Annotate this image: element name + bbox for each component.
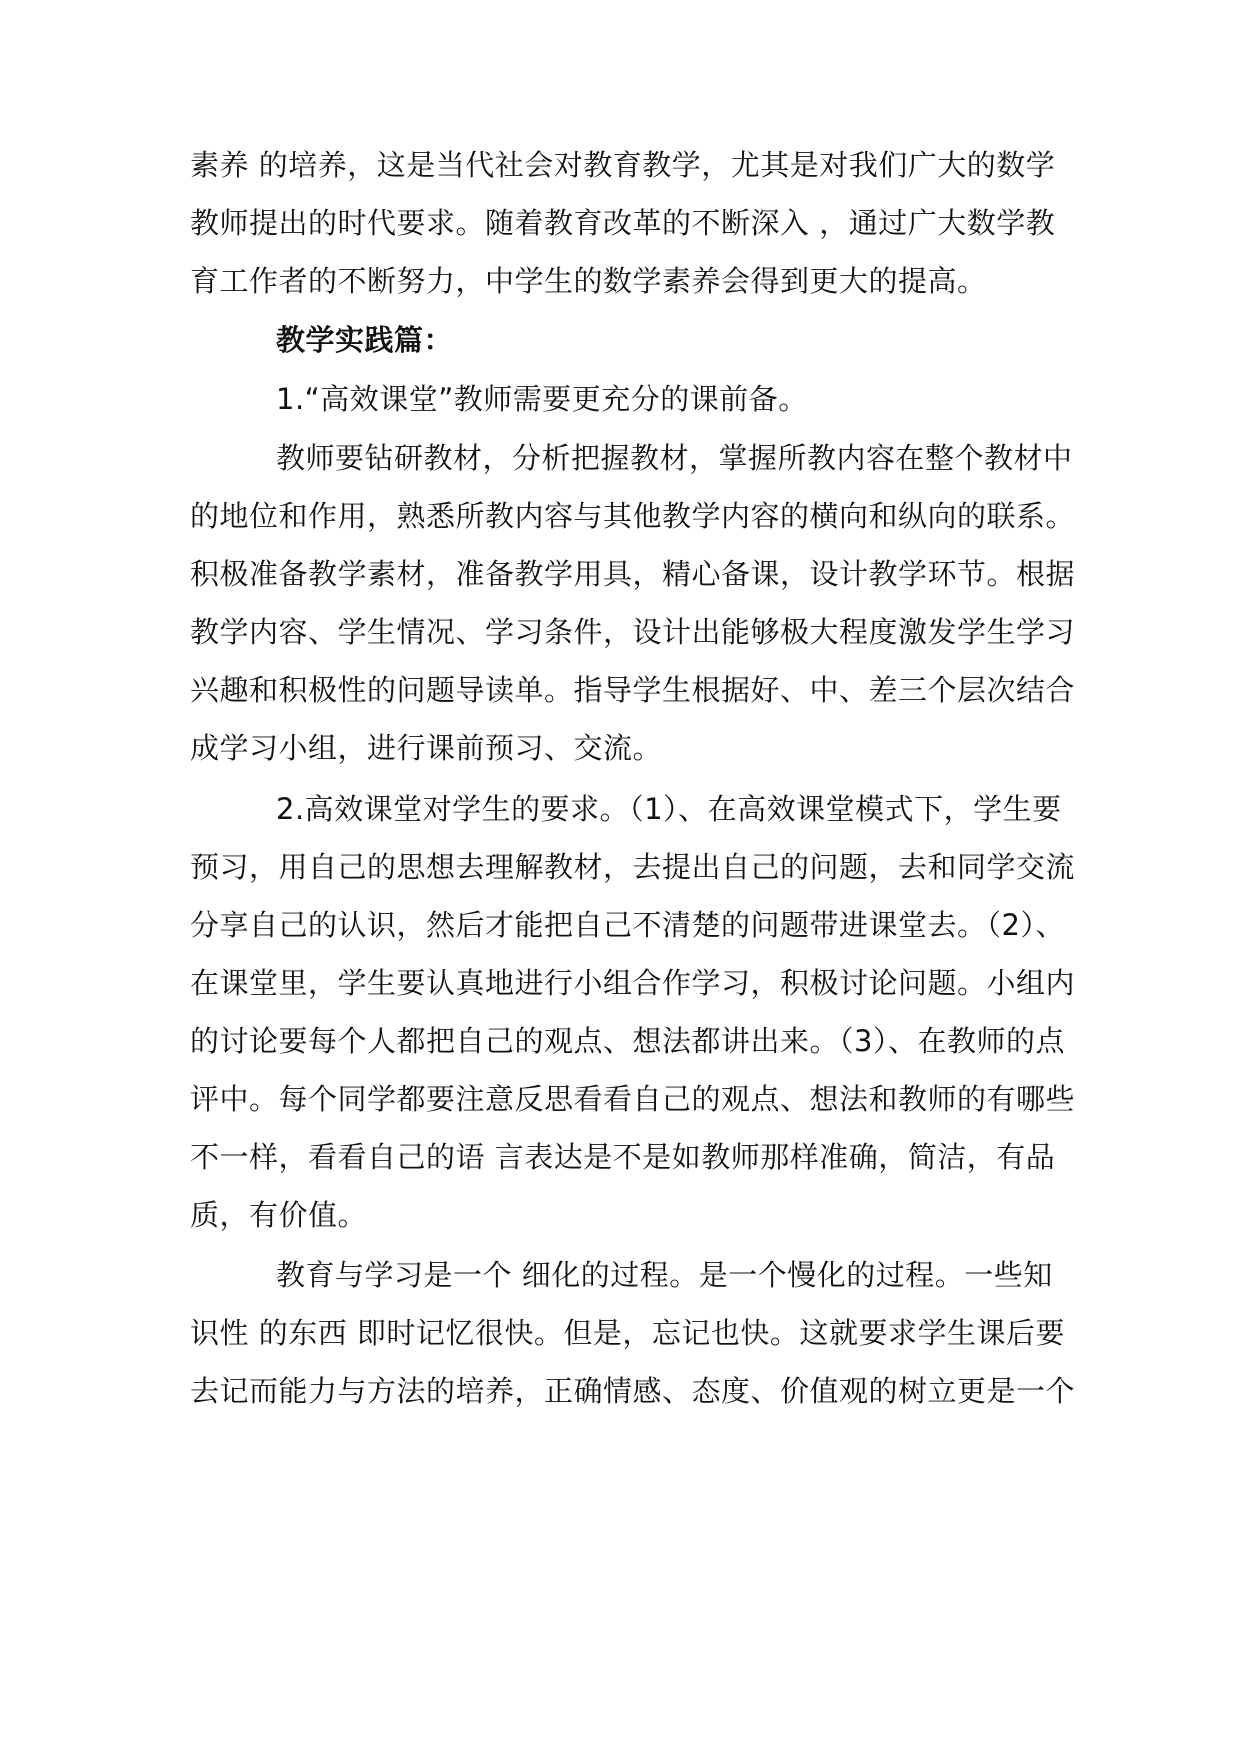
paragraph-line: 素养 的培养，这是当代社会对教育教学，尤其是对我们广大的数学 bbox=[190, 148, 1056, 182]
paragraph-line: 2.高效课堂对学生的要求。（1）、在高效课堂模式下，学生要 bbox=[276, 792, 1062, 826]
paragraph-line: 成学习小组，进行课前预习、交流。 bbox=[190, 731, 663, 765]
paragraph-line: 积极准备教学素材，准备教学用具，精心备课，设计教学环节。根据 bbox=[190, 557, 1076, 591]
paragraph-line: 不一样，看看自己的语 言表达是不是如教师那样准确，简洁，有品 bbox=[190, 1140, 1056, 1174]
paragraph-line: 在课堂里，学生要认真地进行小组合作学习，积极讨论问题。小组内 bbox=[190, 966, 1076, 1000]
section-heading: 教学实践篇： bbox=[276, 323, 454, 357]
paragraph-line: 教育与学习是一个 细化的过程。是一个慢化的过程。一些知 bbox=[276, 1258, 1053, 1292]
paragraph-line: 评中。每个同学都要注意反思看看自己的观点、想法和教师的有哪些 bbox=[190, 1082, 1076, 1116]
paragraph-line: 质，有价值。 bbox=[190, 1198, 368, 1232]
paragraph-line: 教师提出的时代要求。随着教育改革的不断深入 ，通过广大数学教 bbox=[190, 206, 1056, 240]
paragraph-line: 识性 的东西 即时记忆很快。但是，忘记也快。这就要求学生课后要 bbox=[190, 1316, 1065, 1350]
paragraph-line: 兴趣和积极性的问题导读单。指导学生根据好、中、差三个层次结合 bbox=[190, 673, 1076, 707]
paragraph-line: 的讨论要每个人都把自己的观点、想法都讲出来。（3）、在教师的点 bbox=[190, 1024, 1065, 1058]
paragraph-line: 分享自己的认识，然后才能把自己不清楚的问题带进课堂去。（2）、 bbox=[190, 908, 1065, 942]
paragraph-line: 的地位和作用，熟悉所教内容与其他教学内容的横向和纵向的联系。 bbox=[190, 499, 1076, 533]
paragraph-line: 去记而能力与方法的培养，正确情感、态度、价值观的树立更是一个 bbox=[190, 1374, 1076, 1408]
subheading: 1.“高效课堂”教师需要更充分的课前备。 bbox=[276, 382, 808, 416]
paragraph-line: 育工作者的不断努力，中学生的数学素养会得到更大的提高。 bbox=[190, 264, 987, 298]
paragraph-line: 预习，用自己的思想去理解教材，去提出自己的问题，去和同学交流 bbox=[190, 850, 1076, 884]
paragraph-line: 教师要钻研教材，分析把握教材，掌握所教内容在整个教材中 bbox=[276, 441, 1073, 475]
paragraph-line: 教学内容、学生情况、学习条件，设计出能够极大程度激发学生学习 bbox=[190, 615, 1076, 649]
